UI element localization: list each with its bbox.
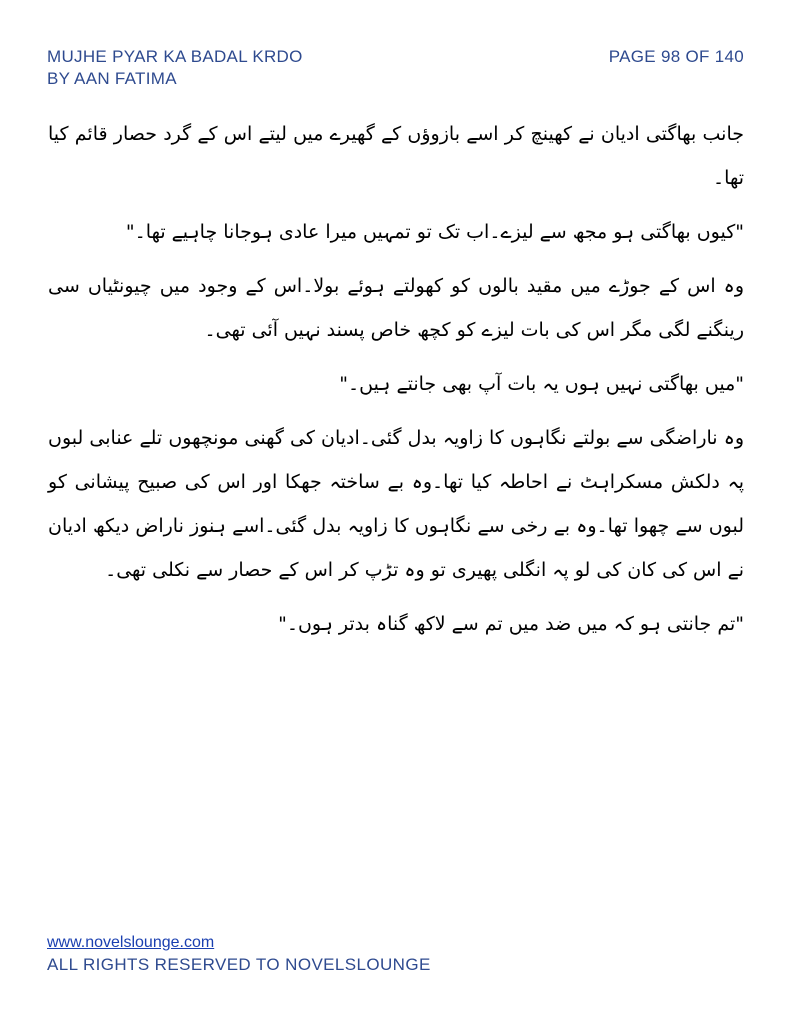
page-number: PAGE 98 OF 140 (608, 47, 744, 66)
rights-notice: ALL RIGHTS RESERVED TO NOVELSLOUNGE (47, 955, 431, 974)
dialogue-paragraph: "تم جانتی ہو کہ میں ضد میں تم سے لاکھ گناہ بدتر ہوں۔" (278, 613, 744, 635)
paragraph: وہ ناراضگی سے بولتے نگاہوں کا زاویہ بدل گئی۔ادیان کی گھنی مونچھوں تلے عنابی لبوں پہ دلکش مسکراہٹ نے احاطہ کیا تھا۔وہ بے ساختہ جھکا اور اس کی صبیح پیشانی کو لبوں سے چھوا تھا۔وہ بے رخی سے نگاہوں کا زاویہ بدل گئی۔اسے ہنوز ناراض دیکھ ادیان نے اس کی کان کی لو پہ انگلی پھیری تو وہ تڑپ کر اس کے حصار سے نکلی تھی۔ (48, 427, 744, 581)
paragraph: جانب بھاگتی ادیان نے کھینچ کر اسے بازوؤں کے گھیرے میں لیتے اس کے گرد حصار قائم کیا تھا۔ (48, 123, 744, 189)
story-body (48, 112, 744, 656)
book-author: BY AAN FATIMA (47, 69, 177, 88)
dialogue-paragraph: "کیوں بھاگتی ہو مجھ سے لیزے۔اب تک تو تمہیں میرا عادی ہوجانا چاہیے تھا۔" (125, 221, 744, 243)
paragraph: وہ اس کے جوڑے میں مقید بالوں کو کھولتے ہوئے بولا۔اس کے وجود میں چیونٹیاں سی رینگنے لگی مگر اس کی بات لیزے کو کچھ خاص پسند نہیں آئی تھی۔ (48, 275, 744, 341)
website-link[interactable]: www.novelslounge.com (47, 934, 215, 951)
dialogue-paragraph: "میں بھاگتی نہیں ہوں یہ بات آپ بھی جانتے ہیں۔" (339, 373, 744, 395)
page-footer (47, 932, 431, 976)
header-book-info (47, 46, 303, 90)
book-title: MUJHE PYAR KA BADAL KRDO (47, 47, 303, 66)
